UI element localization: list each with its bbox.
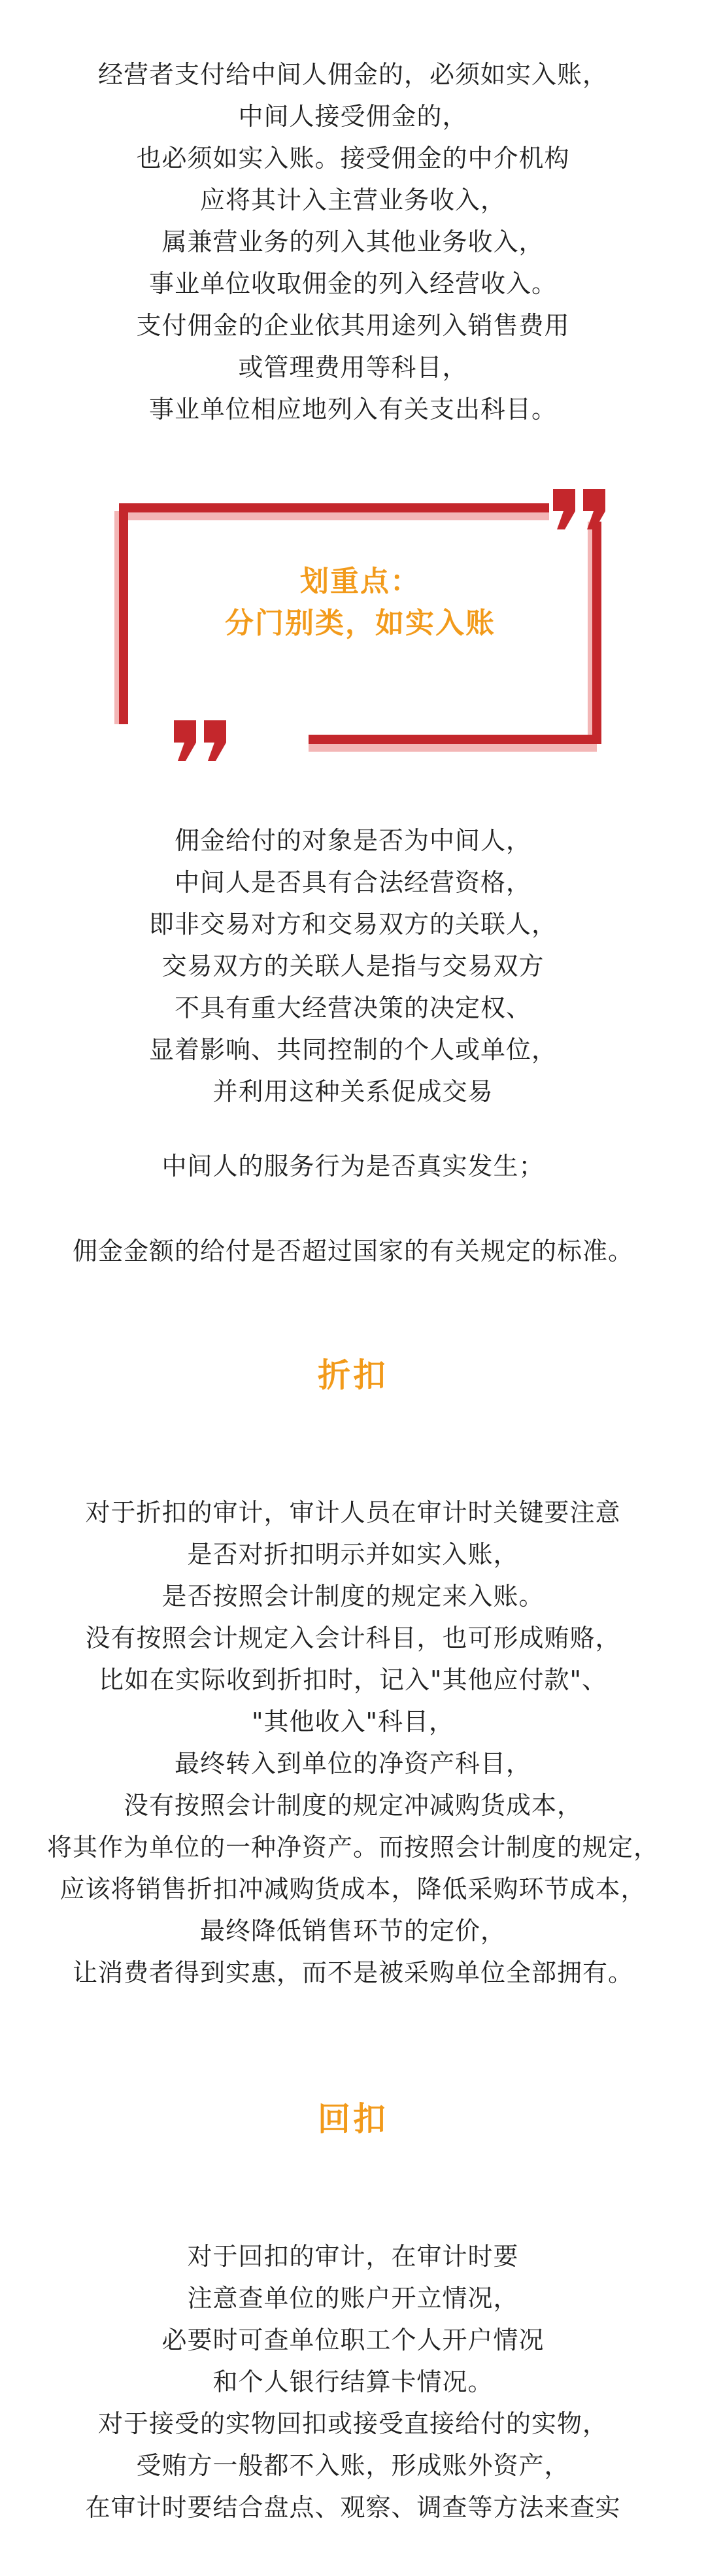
text-line: 将其作为单位的一种净资产。而按照会计制度的规定，: [46, 1833, 659, 1862]
text-line: 或管理费用等科目，: [238, 353, 468, 382]
text-line: 佣金给付的对象是否为中间人，: [174, 826, 531, 855]
text-line: 受贿方一般都不入账，形成账外资产，: [136, 2451, 570, 2480]
text-line: 是否对折扣明示并如实入账，: [187, 1540, 519, 1569]
text-line: 即非交易对方和交易双方的关联人，: [148, 910, 557, 939]
text-line: 对于接受的实物回扣或接受直接给付的实物，: [97, 2409, 608, 2438]
closing-quote-icon: [550, 486, 609, 532]
text-line: 不具有重大经营决策的决定权、: [174, 994, 531, 1022]
heading-rebate: 回扣: [318, 2100, 388, 2138]
text-line: 没有按照会计规定入会计科目，也可形成贿赂，: [85, 1624, 621, 1652]
text-line: 没有按照会计制度的规定冲减购货成本，: [123, 1791, 582, 1820]
text-line: 并利用这种关系促成交易: [212, 1077, 494, 1106]
text-line: 交易双方的关联人是指与交易双方: [161, 952, 545, 980]
opening-quote-icon: [171, 718, 230, 763]
text-line: 是否按照会计制度的规定来入账。: [161, 1582, 545, 1611]
text-line: 应该将销售折扣冲减购货成本，降低采购环节成本，: [59, 1875, 647, 1903]
text-line: 必要时可查单位职工个人开户情况: [161, 2326, 545, 2354]
text-line: 注意查单位的账户开立情况，: [187, 2284, 519, 2313]
text-line: 对于回扣的审计，在审计时要: [187, 2242, 519, 2271]
text-line: 最终降低销售环节的定价，: [199, 1916, 506, 1945]
service-authenticity-point: [0, 1145, 706, 1187]
text-line: 也必须如实入账。接受佣金的中介机构: [136, 144, 570, 173]
highlight-title-line-2: 分门别类，如实入账: [225, 607, 496, 640]
heading-discount: 折扣: [318, 1356, 388, 1394]
text-line: 应将其计入主营业务收入，: [199, 186, 506, 214]
text-line: 中间人接受佣金的，: [238, 102, 468, 131]
text-line: 中间人是否具有合法经营资格，: [174, 868, 531, 897]
text-line: 属兼营业务的列入其他业务收入，: [161, 227, 545, 256]
discount-audit-paragraph: [0, 1492, 706, 1994]
text-line: 让消费者得到实惠，而不是被采购单位全部拥有。: [72, 1958, 633, 1987]
text-line: 对于折扣的审计，审计人员在审计时关键要注意: [85, 1498, 621, 1527]
text-line: 中间人的服务行为是否真实发生；: [161, 1152, 545, 1180]
rebate-audit-paragraph: [0, 2235, 706, 2528]
text-line: 事业单位收取佣金的列入经营收入。: [148, 269, 557, 298]
text-line: 比如在实际收到折扣时，记入"其他应付款"、: [99, 1665, 607, 1694]
intermediary-criteria-paragraph: [0, 820, 706, 1112]
text-line: 支付佣金的企业依其用途列入销售费用: [136, 311, 570, 340]
text-line: 和个人银行结算卡情况。: [212, 2367, 494, 2396]
text-line: 在审计时要结合盘点、观察、调查等方法来查实: [85, 2493, 621, 2522]
text-line: "其他收入"科目，: [252, 1707, 454, 1736]
text-line: 显着影响、共同控制的个人或单位，: [148, 1035, 557, 1064]
text-line: 经营者支付给中间人佣金的，必须如实入账，: [97, 60, 608, 89]
commission-accounting-paragraph: [0, 54, 706, 430]
highlight-title-line-1: 划重点：: [300, 565, 420, 598]
text-line: 事业单位相应地列入有关支出科目。: [148, 395, 557, 424]
amount-standard-point: [0, 1230, 706, 1272]
text-line: 最终转入到单位的净资产科目，: [174, 1749, 531, 1778]
text-line: 佣金金额的给付是否超过国家的有关规定的标准。: [72, 1237, 633, 1265]
